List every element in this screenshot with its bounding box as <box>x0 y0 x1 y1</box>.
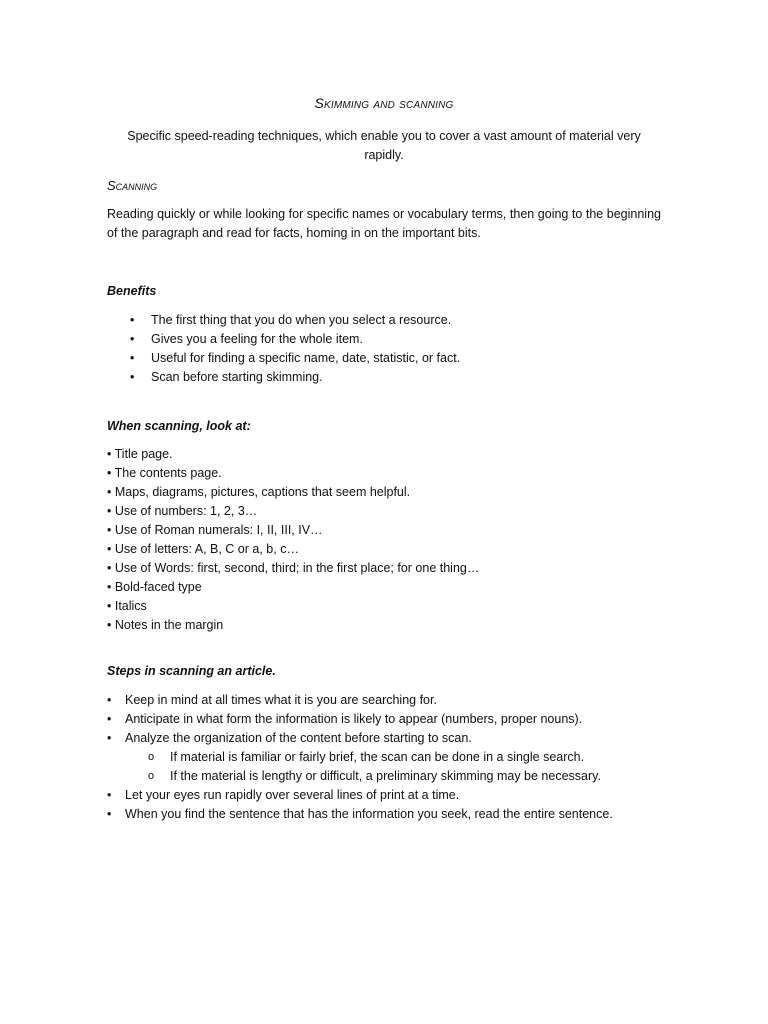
list-item: • The contents page. <box>107 466 222 480</box>
list-item: • Useful for finding a specific name, date, statistic, or fact. <box>107 349 661 368</box>
list-item: • Use of letters: A, B, C or a, b, c… <box>107 542 299 556</box>
sub-list-item: o If material is familiar or fairly brief, the scan can be done in a single search. <box>107 748 661 767</box>
list-item: • Use of numbers: 1, 2, 3… <box>107 504 258 518</box>
scanning-heading: Scanning <box>107 178 158 193</box>
list-item: • Italics <box>107 599 147 613</box>
look-at-list <box>107 445 661 635</box>
steps-list <box>107 691 661 824</box>
list-item: • Let your eyes run rapidly over several lines of print at a time. <box>107 786 661 805</box>
list-item: • When you find the sentence that has the information you seek, read the entire sentence. <box>107 805 661 824</box>
benefits-list <box>107 311 661 387</box>
sub-list-item: o If the material is lengthy or difficult, a preliminary skimming may be necessary. <box>107 767 661 786</box>
list-item: • Use of Words: first, second, third; in the first place; for one thing… <box>107 561 480 575</box>
list-item: • Maps, diagrams, pictures, captions that seem helpful. <box>107 485 411 499</box>
list-item: • Title page. <box>107 447 173 461</box>
list-item: • Gives you a feeling for the whole item. <box>107 330 661 349</box>
list-item: • Scan before starting skimming. <box>107 368 661 387</box>
list-item: • Analyze the organization of the content before starting to scan. <box>107 729 661 748</box>
look-at-heading: When scanning, look at: <box>107 419 251 433</box>
document-title: Skimming and scanning <box>314 95 454 111</box>
list-item: • Notes in the margin <box>107 618 224 632</box>
list-item: • Use of Roman numerals: I, II, III, IV… <box>107 523 323 537</box>
list-item: • Anticipate in what form the information is likely to appear (numbers, proper nouns). <box>107 710 661 729</box>
list-item: • The first thing that you do when you select a resource. <box>107 311 661 330</box>
document-subtitle: Specific speed-reading techniques, which enable you to cover a vast amount of material very rapidly. <box>127 129 641 162</box>
list-item: • Bold-faced type <box>107 580 202 594</box>
list-item: • Keep in mind at all times what it is you are searching for. <box>107 691 661 710</box>
benefits-heading: Benefits <box>107 284 157 298</box>
steps-heading: Steps in scanning an article. <box>107 664 276 678</box>
scanning-paragraph: Reading quickly or while looking for specific names or vocabulary terms, then going to the beginning of the paragraph and read for facts, homing in on the important bits. <box>107 207 661 240</box>
